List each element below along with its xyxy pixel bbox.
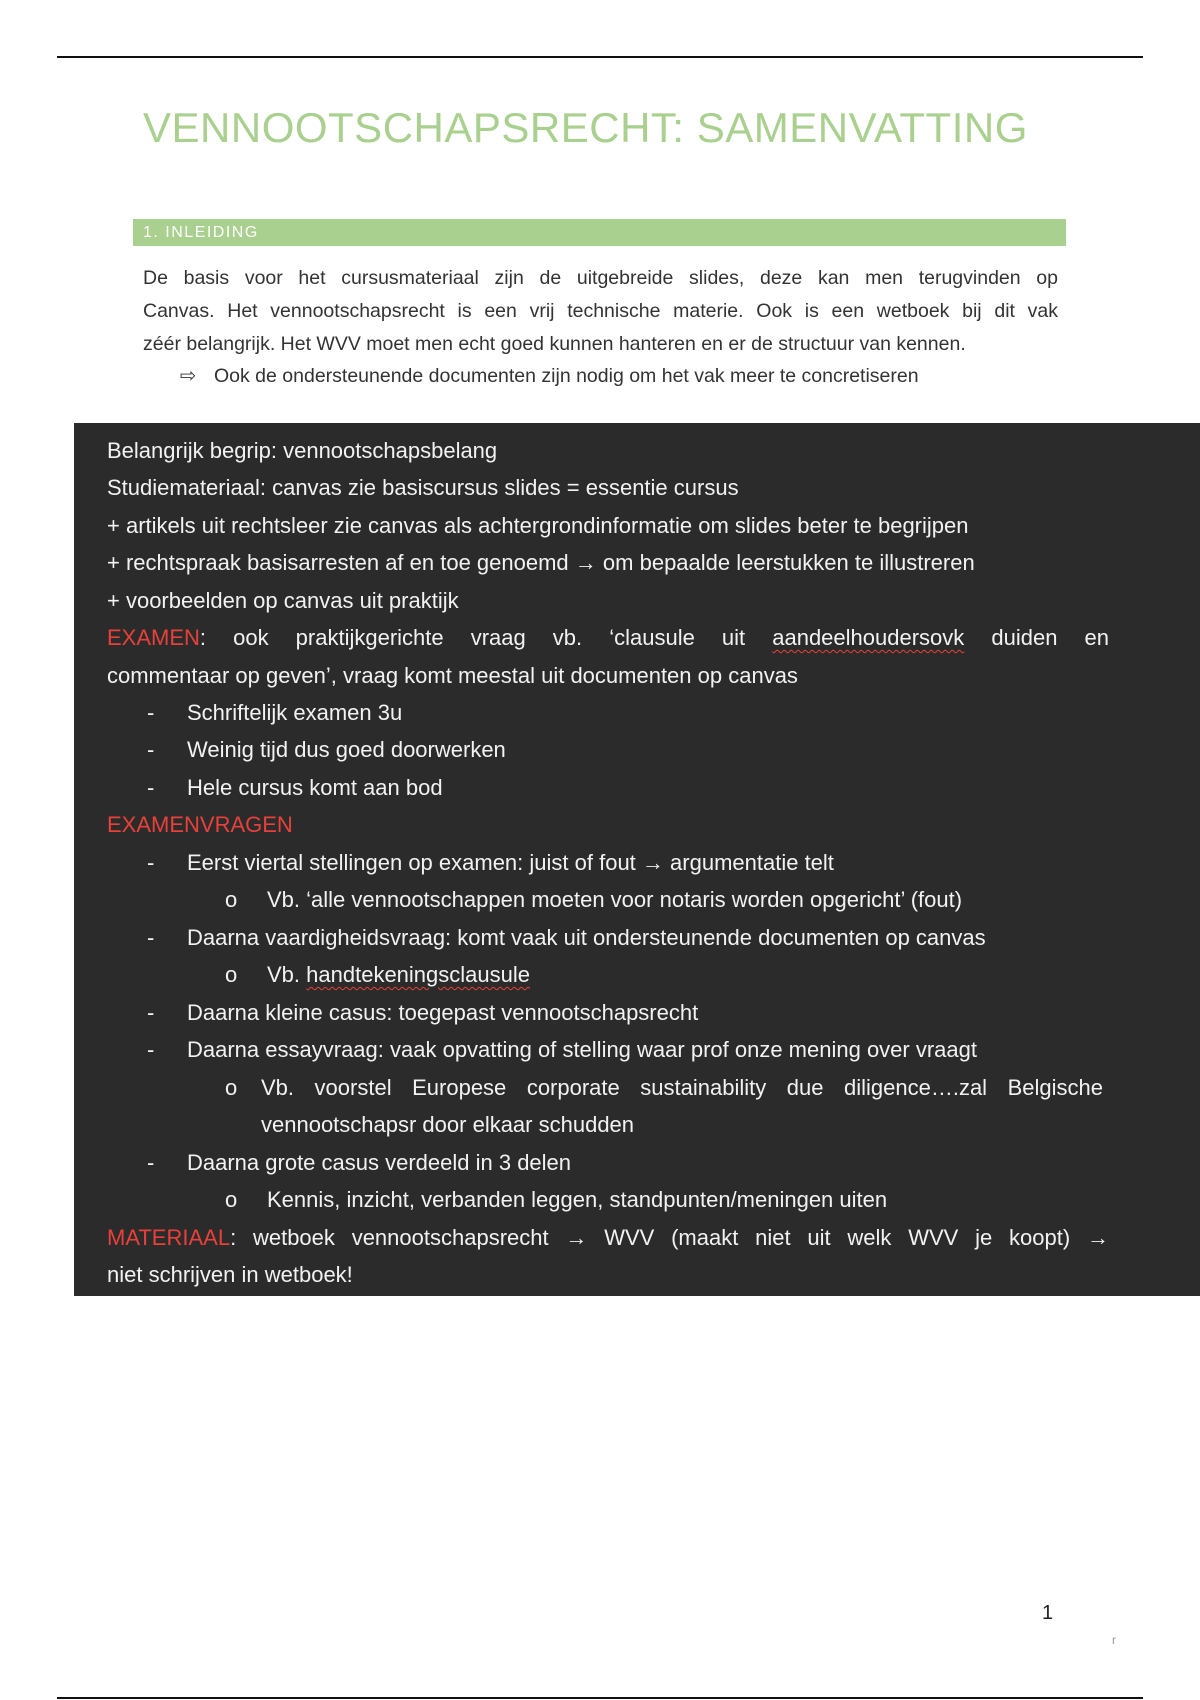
box-line [107, 548, 975, 578]
page-number: 1 [1042, 1602, 1054, 1624]
dash-bullet: - [147, 850, 155, 875]
dash-bullet: - [147, 737, 155, 762]
intro-line: Canvas. Het vennootschapsrecht is een vrij technische materie. Ook is een wetboek bij dit vak [143, 300, 1058, 322]
box-line: Studiemateriaal: canvas zie basiscursus slides = essentie cursus [107, 475, 739, 500]
intro-line: De basis voor het cursusmateriaal zijn de uitgebreide slides, deze kan men terugvinden op [143, 267, 1058, 289]
list-item [107, 1035, 977, 1065]
intro-line: zéér belangrijk. Het WVV moet men echt goed kunnen hanteren en er de structuur van kennen. [143, 333, 966, 355]
list-item-text: Daarna vaardigheidsvraag: komt vaak uit ondersteunende documenten op canvas [187, 925, 986, 950]
arrow-right-icon: → [1086, 1225, 1109, 1250]
list-item [107, 848, 834, 878]
arrow-right-icon: → [574, 550, 597, 575]
materiaal-line [107, 1223, 1109, 1253]
dash-bullet: - [147, 1037, 155, 1062]
sub-list-item [107, 1185, 887, 1215]
box-line: + artikels uit rechtsleer zie canvas als achtergrondinformatie om slides beter te begrijpen [107, 513, 969, 538]
sub-item-text: vennootschapsr door elkaar schudden [261, 1112, 635, 1137]
box-line: + voorbeelden op canvas uit praktijk [107, 588, 459, 613]
dash-bullet: - [147, 1150, 155, 1175]
dash-bullet: - [147, 925, 155, 950]
intro-paragraph [143, 262, 1058, 361]
box-text: WVV (maakt niet uit welk WVV je koopt) [604, 1225, 1071, 1250]
list-item-text: Eerst viertal stellingen op examen: juist of fout [187, 850, 636, 875]
list-item [107, 1148, 571, 1178]
box-line: Belangrijk begrip: vennootschapsbelang [107, 438, 498, 463]
circle-bullet: o [225, 1075, 238, 1100]
document-title: VENNOOTSCHAPSRECHT: SAMENVATTING [143, 104, 1028, 151]
spellcheck-word: handtekeningsclausule [306, 962, 530, 987]
sub-item-text: Vb. voorstel Europese corporate sustainability due diligence….zal Belgische [261, 1075, 1103, 1100]
exam-info-box [74, 423, 1200, 1296]
dash-bullet: - [147, 1000, 155, 1025]
spellcheck-word: aandeelhoudersovk [772, 625, 965, 650]
sub-item-text: Vb. [267, 962, 301, 987]
examen-label: EXAMEN [107, 625, 200, 650]
section-heading: 1. INLEIDING [143, 224, 259, 241]
circle-bullet: o [225, 887, 238, 912]
arrow-right-icon: ⇨ [180, 365, 197, 387]
box-line: niet schrijven in wetboek! [107, 1262, 353, 1287]
circle-bullet: o [225, 962, 238, 987]
box-line: commentaar op geven’, vraag komt meestal uit documenten op canvas [107, 663, 798, 688]
section-heading-bar [133, 219, 1066, 246]
list-item-text: Daarna grote casus verdeeld in 3 delen [187, 1150, 572, 1175]
sub-list-item [107, 885, 962, 915]
intro-arrow-item [180, 364, 919, 388]
sub-list-item [107, 1073, 238, 1103]
corner-mark: r [1112, 1633, 1116, 1647]
circle-bullet: o [225, 1187, 238, 1212]
sub-item-text: Vb. ‘alle vennootschappen moeten voor notaris worden opgericht’ (fout) [267, 887, 963, 912]
arrow-right-icon: → [565, 1225, 588, 1250]
list-item [107, 923, 986, 953]
box-text: duiden en [991, 625, 1109, 650]
arrow-right-icon: → [641, 850, 664, 875]
list-item-text: Schriftelijk examen 3u [187, 700, 403, 725]
list-item [107, 735, 506, 765]
box-text: : ook praktijkgerichte vraag vb. ‘clausule uit [199, 625, 746, 650]
list-item [107, 698, 402, 728]
list-item [107, 773, 443, 803]
materiaal-label: MATERIAAL [107, 1225, 231, 1250]
list-item-text: Daarna essayvraag: vaak opvatting of stelling waar prof onze mening over vraagt [187, 1037, 977, 1062]
list-item [107, 998, 698, 1028]
dash-bullet: - [147, 775, 155, 800]
sub-item-text: Kennis, inzicht, verbanden leggen, standpunten/meningen uiten [267, 1187, 888, 1212]
examenvragen-label: EXAMENVRAGEN [107, 812, 293, 837]
sub-list-item [107, 960, 530, 990]
examen-line [107, 623, 1109, 653]
list-item-text: Daarna kleine casus: toegepast vennootschapsrecht [187, 1000, 699, 1025]
list-item-text: Weinig tijd dus goed doorwerken [187, 737, 506, 762]
box-text: + rechtspraak basisarresten af en toe genoemd [107, 550, 569, 575]
top-rule [57, 56, 1143, 58]
intro-arrow-text: Ook de ondersteunende documenten zijn nodig om het vak meer te concretiseren [214, 365, 919, 387]
list-item-text: Hele cursus komt aan bod [187, 775, 443, 800]
box-text: om bepaalde leerstukken te illustreren [602, 550, 975, 575]
box-text: : wetboek vennootschapsrecht [230, 1225, 549, 1250]
bottom-rule [57, 1697, 1143, 1699]
dash-bullet: - [147, 700, 155, 725]
list-item-text: argumentatie telt [670, 850, 834, 875]
